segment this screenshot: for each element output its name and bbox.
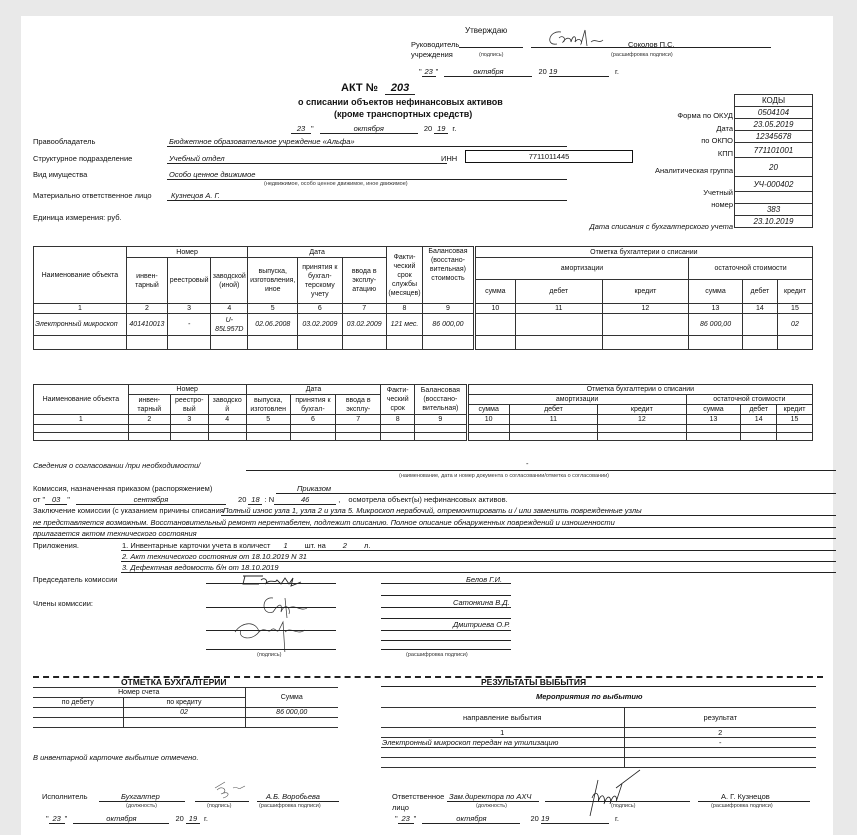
responsible-label-2: лицо [392,803,409,812]
t1-h-reg: реестровый [168,258,211,304]
table-row-empty [34,433,813,441]
t2-h-balance: Балансовая (восстано-вительная) [415,385,468,415]
code-label-writeoff: Дата списания с бухгалтерского учета [589,222,733,231]
attachments-label: Приложения. [33,541,79,550]
t2-h-date: Дата [246,385,381,395]
attachment-2: 2. Акт технического состояния от 18.10.2019 N 31 [122,552,307,561]
member-2-name: Дмитриева О.Р. [453,620,511,629]
t2-h-commission: ввода в эксплу- [336,395,381,415]
table-row [33,718,338,728]
order-label: Комиссия, назначенная приказом (распоряжением) [33,484,213,493]
commission-signatures [231,572,351,652]
approval-signature [541,26,641,52]
accounting-table [33,687,338,728]
agreement-label: Сведения о согласовании /при необходимости/ [33,461,201,470]
code-date: 23.05.2019 [735,119,813,131]
executor-position: Бухгалтер [121,792,160,801]
code-label-group: Аналитическая группа [655,166,733,175]
t1-h-commission: ввода в эксплу-атацию [342,258,386,304]
act-title: АКТ № 203 [341,82,415,95]
t1-h-name: Наименование объекта [34,247,127,304]
t1-h-date: Дата [248,247,387,258]
table-row: 02 86 000,00 [33,708,338,718]
property-label: Вид имущества [33,170,88,179]
responsible-pos-caption: (должность) [476,803,507,809]
responsible-sig-caption: (подпись) [611,803,636,809]
acc-h-credit: по кредиту [123,698,245,708]
commission-sig-caption: (подпись) [257,652,282,658]
property-value: Особо ценное движимое [169,170,256,179]
code-label-okpo: по ОКПО [701,136,733,145]
responsible-label-1: Ответственное [392,792,445,801]
results-subtitle: Мероприятия по выбытию [536,692,643,701]
chairman-name: Белов Г.И. [466,575,503,584]
table-row-empty [34,425,813,433]
assets-table-2: Наименование объекта Номер Дата Факти-ческий срок Балансовая (восстано-вительная) Отметка бухгалтерии о списании инвен-тарный реестро-вый заводско й выпуска, изготовлен принятия к бухгал- ввода в эксплу- амортизации остаточной стоимости сумма дебет кредит сумма дебет кредит 1 2 3 4 5 6 7 8 9 10 11 12 13 14 15 [33,384,813,441]
approval-name-caption: (расшифровка подписи) [611,52,673,58]
t2-h-factory: заводско й [208,395,246,415]
owner-label: Правообладатель [33,137,96,146]
responsible-date: " 23 " октября 20 19 г. [395,814,619,823]
acc-h-account: Номер счета [33,688,245,698]
t1-h-accept: принятия к бухгал-терскому учету [298,258,342,304]
t2-h-amort: амортизации [467,395,686,405]
code-okud: 0504104 [735,107,813,119]
code-group: 20 [735,158,813,177]
assets-table-1 [33,246,813,350]
executor-name: А.Б. Воробьева [266,792,320,801]
table-row: Электронный микроскоп передан на утилизацию - [381,738,816,748]
responsible-signature [576,768,646,818]
code-label-account: Учетный [703,188,733,197]
code-383: 383 [735,204,813,216]
act-subtitle-2: (кроме транспортных средств) [334,109,473,119]
code-account-2 [735,192,813,204]
t1-h-sum-1: сумма [474,280,515,304]
t1-h-balance: Балансовая (восстано-вительная) стоимость [423,247,475,304]
attachment-3: 3. Дефектная ведомость б/н от 18.10.2019 [122,563,279,572]
t2-h-term: Факти-ческий срок [381,385,415,415]
conclusion-line-3: прилагается актом технического состояния [33,529,197,538]
executor-label: Исполнитель [42,792,88,801]
t1-h-inv: инвен-тарный [126,258,167,304]
t2-h-mark: Отметка бухгалтерии о списании [467,385,812,395]
property-caption: (недвижимое, особо ценное движимое, иное движимое) [264,181,408,187]
code-okpo: 12345678 [735,131,813,143]
t2-col-numbers: 1 2 3 4 5 6 7 8 9 10 11 12 13 14 15 [34,415,813,425]
t1-h-term: Факти-ческий срок службы (месяцев) [386,247,422,304]
code-label-okud: Форма по ОКУД [677,111,733,120]
unit-label: Единица измерения: руб. [33,213,122,222]
inn-value: 7711011445 [465,150,633,163]
t2-h-release: выпуска, изготовлен [246,395,290,415]
approval-head-label: Руководитель [411,40,460,49]
document-page [21,16,833,835]
t2-h-residual: остаточной стоимости [686,395,812,405]
t1-h-credit-1: кредит [602,280,689,304]
inn-label: ИНН [441,154,458,163]
code-label-account-2: номер [711,200,733,209]
t1-h-residual: остаточной стоимости [689,258,813,280]
approval-name: Соколов П.С. [628,40,675,49]
table-row [381,758,816,768]
t1-h-factory: заводской (иной) [211,258,248,304]
t1-h-debit-1: дебет [515,280,602,304]
code-kpp: 771101001 [735,143,813,158]
t1-h-amort: амортизации [474,258,689,280]
t2-h-accept: принятия к бухгал- [290,395,335,415]
division-value: Учебный отдел [169,154,225,163]
conclusion-line-2: не представляется возможным. Восстановительный ремонт нерентабелен, подлежит списанию. Полное описание обнаруженных повреждений и изношенности [33,518,615,527]
act-subtitle-1: о списании объектов нефинансовых активов [298,97,503,107]
attachment-1: 1. Инвентарные карточки учета в количест 1 шт. на 2 л. [122,541,371,550]
code-label-kpp: КПП [717,149,733,158]
codes-table [734,94,813,228]
commission-name-caption: (расшифровка подписи) [406,652,468,658]
t1-h-debit-2: дебет [742,280,777,304]
table-row [381,748,816,758]
acc-h-sum: Сумма [245,688,338,708]
codes-labels [589,111,733,231]
res-h-result: результат [624,708,816,728]
res-h-direction: направление выбытия [381,708,624,728]
agreement-value: - [526,459,529,468]
t2-h-inv: инвен-тарный [128,395,170,415]
t1-h-mark: Отметка бухгалтерии о списании [474,247,812,258]
responsible-name: А. Г. Кузнецов [721,792,770,801]
approval-sig-caption: (подпись) [479,52,504,58]
responsible-value: Кузнецов А. Г. [171,191,220,200]
acc-h-debit: по дебету [33,698,123,708]
table-row-empty [34,336,813,350]
responsible-position: Зам.директора по АХЧ [449,792,532,801]
executor-sig-caption: (подпись) [207,803,232,809]
codes-header: КОДЫ [735,95,813,107]
t2-h-number: Номер [128,385,246,395]
order-value: Приказом [297,484,332,493]
approval-date: " 23 " октября 20 19 г. [419,67,619,76]
code-label-date: Дата [716,124,733,133]
members-label: Члены комиссии: [33,599,94,608]
approval-title: Утверждаю [465,26,508,35]
code-writeoff-date: 23.10.2019 [735,216,813,228]
approval-head-label-2: учреждения [411,50,453,59]
accounting-title: ОТМЕТКА БУХГАЛТЕРИИ [121,677,227,687]
executor-date: " 23 " октября 20 19 г. [46,814,208,823]
responsible-label: Материально ответственное лицо [33,191,152,200]
code-account: УЧ-000402 [735,177,813,192]
executor-signature [211,776,251,800]
executor-name-caption: (расшифровка подписи) [259,803,321,809]
conclusion-label: Заключение комиссии (с указанием причины списания [33,506,224,515]
t1-col-numbers: 1 2 3 4 5 6 7 8 9 10 11 12 13 14 15 [34,304,813,314]
owner-value: Бюджетное образовательное учреждение «Альфа» [169,137,355,146]
results-title: РЕЗУЛЬТАТЫ ВЫБЫТИЯ [481,677,587,687]
conclusion-line-1: Полный износ узла 1, узла 2 и узла 5. Микроскоп нерабочий, отремонтировать и / или заменить поврежденные узлы [223,506,642,515]
t1-h-number: Номер [126,247,248,258]
results-table: направление выбытия результат 1 2 Электронный микроскоп передан на утилизацию - [381,707,816,768]
order-date: от " 03 " сентября 20 18 : N 46 , осмотрела объект(ы) нефинансовых активов. [33,495,508,504]
division-label: Структурное подразделение [33,154,133,163]
agreement-caption: (наименование, дата и номер документа о согласовании/отметка о согласовании) [399,473,610,479]
t1-h-credit-2: кредит [777,280,812,304]
member-1-name: Сатонкина В.Д. [453,598,510,607]
act-date: 23 " октября 20 19 г. [291,124,456,134]
t1-h-sum-2: сумма [689,280,743,304]
executor-pos-caption: (должность) [126,803,157,809]
t1-h-release: выпуска, изготовления, иное [248,258,298,304]
t2-h-reg: реестро-вый [170,395,208,415]
responsible-name-caption: (расшифровка подписи) [711,803,773,809]
table-row: Электронный микроскоп 401410013 - U-85L957D 02.06.2008 03.02.2009 03.02.2009 121 мес. 86 000,00 86 000,00 02 [34,314,813,336]
t2-h-name: Наименование объекта [34,385,129,415]
inventory-note: В инвентарной карточке выбытие отмечено. [33,753,199,762]
chairman-label: Председатель комиссии [33,575,118,584]
